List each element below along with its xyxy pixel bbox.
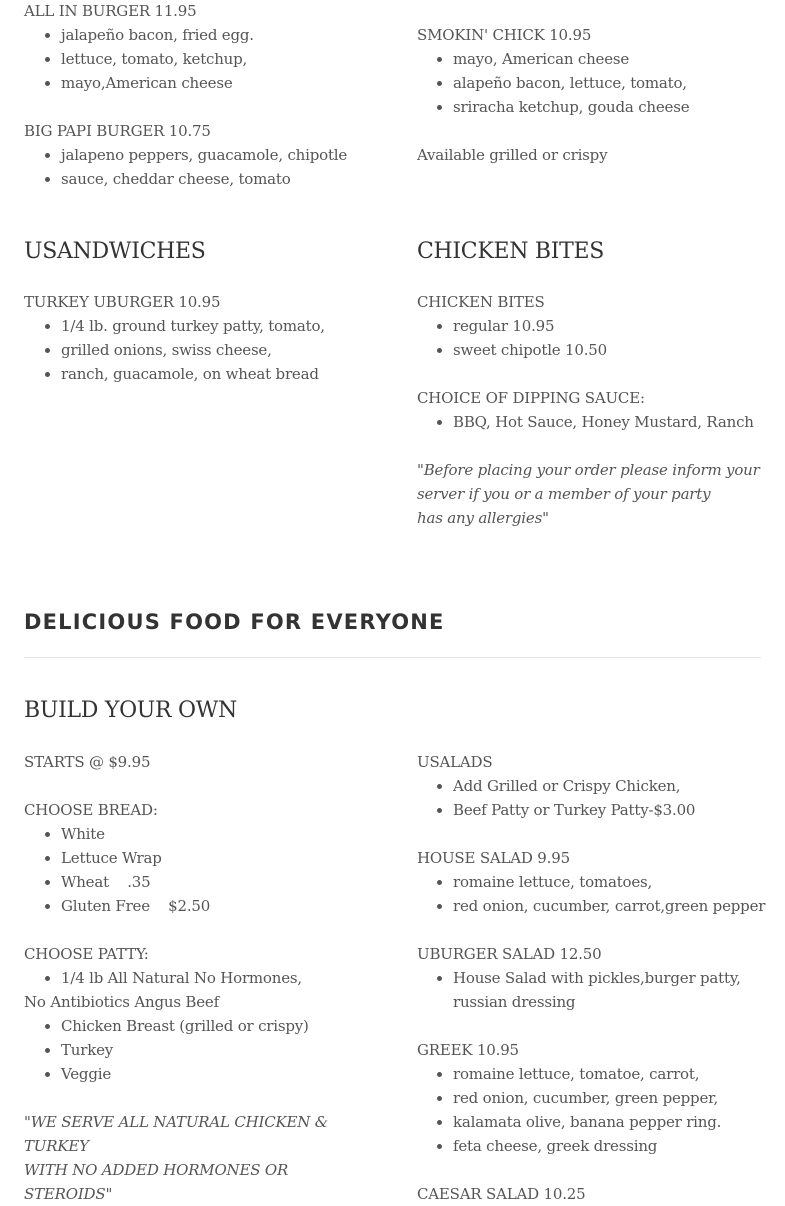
- list-item: • mayo, American cheese: [453, 47, 767, 71]
- burgers-left-column: [24, 0, 374, 191]
- patty-continued: No Antibiotics Angus Beef: [24, 993, 219, 1011]
- availability-note: Available grilled or crispy: [417, 146, 608, 164]
- list-item: • kalamata olive, banana pepper ring.: [453, 1110, 777, 1134]
- list-item: • regular 10.95: [453, 314, 777, 338]
- list-item: • grilled onions, swiss cheese,: [61, 338, 374, 362]
- list-item: • White: [61, 822, 354, 846]
- allergy-note-line: server if you or a member of your party: [417, 485, 711, 503]
- ingredient-list: [417, 47, 767, 119]
- list-item: • alapeño bacon, lettuce, tomato,: [453, 71, 767, 95]
- section-heading-usandwiches: USANDWICHES: [24, 239, 206, 264]
- list-item: • Turkey: [61, 1038, 354, 1062]
- patty-list: [24, 1014, 354, 1086]
- allergy-note-line: "Before placing your order please inform your: [417, 461, 760, 479]
- list-item: • feta cheese, greek dressing: [453, 1134, 777, 1158]
- build-your-own-section: [24, 750, 354, 1206]
- ingredient-list: [417, 1062, 777, 1158]
- list-item: • Gluten Free $2.50: [61, 894, 354, 918]
- natural-note-line: TURKEY: [24, 1137, 89, 1155]
- divider: [24, 657, 761, 658]
- ingredient-list: [24, 23, 374, 95]
- menu-item-title: BIG PAPI BURGER 10.75: [24, 122, 211, 140]
- list-item: • Add Grilled or Crispy Chicken,: [453, 774, 777, 798]
- list-item: • 1/4 lb All Natural No Hormones,: [61, 966, 354, 990]
- list-item: • ranch, guacamole, on wheat bread: [61, 362, 374, 386]
- list-item: • jalapeño bacon, fried egg.: [61, 23, 374, 47]
- list-item: • jalapeno peppers, guacamole, chipotle: [61, 143, 374, 167]
- usandwiches-section: [24, 290, 374, 386]
- list-item: • Beef Patty or Turkey Patty-$3.00: [453, 798, 777, 822]
- salads-section: [417, 750, 777, 1206]
- allergy-note-line: has any allergies": [417, 509, 549, 527]
- menu-item-title: ALL IN BURGER 11.95: [24, 2, 197, 20]
- menu-item-title: CAESAR SALAD 10.25: [417, 1185, 586, 1203]
- natural-note-line: WITH NO ADDED HORMONES OR: [24, 1161, 289, 1179]
- list-item: • sauce, cheddar cheese, tomato: [61, 167, 374, 191]
- list-item: • House Salad with pickles,burger patty,: [453, 966, 777, 990]
- burgers-right-column: [417, 23, 767, 167]
- patty-list: [24, 966, 354, 990]
- list-item: • romaine lettuce, tomatoe, carrot,: [453, 1062, 777, 1086]
- menu-item-title: SMOKIN' CHICK 10.95: [417, 26, 592, 44]
- ingredient-list: [417, 966, 777, 1014]
- sauce-list: [417, 410, 777, 434]
- list-item: • lettuce, tomato, ketchup,: [61, 47, 374, 71]
- choose-bread-title: CHOOSE BREAD:: [24, 801, 158, 819]
- list-item: • red onion, cucumber, carrot,green pepper: [453, 894, 777, 918]
- natural-note-line: "WE SERVE ALL NATURAL CHICKEN &: [24, 1113, 328, 1131]
- section-heading-chicken-bites: CHICKEN BITES: [417, 239, 605, 264]
- list-item: • Wheat .35: [61, 870, 354, 894]
- ingredient-list: [24, 143, 374, 191]
- ingredient-list: [24, 314, 374, 386]
- starts-price: STARTS @ $9.95: [24, 753, 151, 771]
- list-item: • mayo,American cheese: [61, 71, 374, 95]
- menu-item-title: TURKEY UBURGER 10.95: [24, 293, 221, 311]
- ingredient-list: [417, 774, 777, 822]
- menu-item-title: UBURGER SALAD 12.50: [417, 945, 602, 963]
- list-item: • Veggie: [61, 1062, 354, 1086]
- natural-note-line: STEROIDS": [24, 1185, 113, 1203]
- list-item: • red onion, cucumber, green pepper,: [453, 1086, 777, 1110]
- list-item: • sweet chipotle 10.50: [453, 338, 777, 362]
- list-item: • sriracha ketchup, gouda cheese: [453, 95, 767, 119]
- dipping-sauce-title: CHOICE OF DIPPING SAUCE:: [417, 389, 645, 407]
- ingredient-list: [417, 314, 777, 362]
- menu-item-title: USALADS: [417, 753, 493, 771]
- section-heading-build-your-own: BUILD YOUR OWN: [24, 698, 237, 723]
- chicken-bites-section: [417, 290, 777, 530]
- menu-item-title: GREEK 10.95: [417, 1041, 519, 1059]
- list-item: • BBQ, Hot Sauce, Honey Mustard, Ranch: [453, 410, 777, 434]
- ingredient-list: [417, 870, 777, 918]
- choose-patty-title: CHOOSE PATTY:: [24, 945, 149, 963]
- bread-list: [24, 822, 354, 918]
- list-item: russian dressing: [453, 993, 576, 1011]
- banner-heading: DELICIOUS FOOD FOR EVERYONE: [24, 610, 445, 634]
- list-item: • Lettuce Wrap: [61, 846, 354, 870]
- menu-item-title: HOUSE SALAD 9.95: [417, 849, 570, 867]
- list-item: • romaine lettuce, tomatoes,: [453, 870, 777, 894]
- list-item: • Chicken Breast (grilled or crispy): [61, 1014, 354, 1038]
- menu-item-title: CHICKEN BITES: [417, 293, 545, 311]
- list-item: • 1/4 lb. ground turkey patty, tomato,: [61, 314, 374, 338]
